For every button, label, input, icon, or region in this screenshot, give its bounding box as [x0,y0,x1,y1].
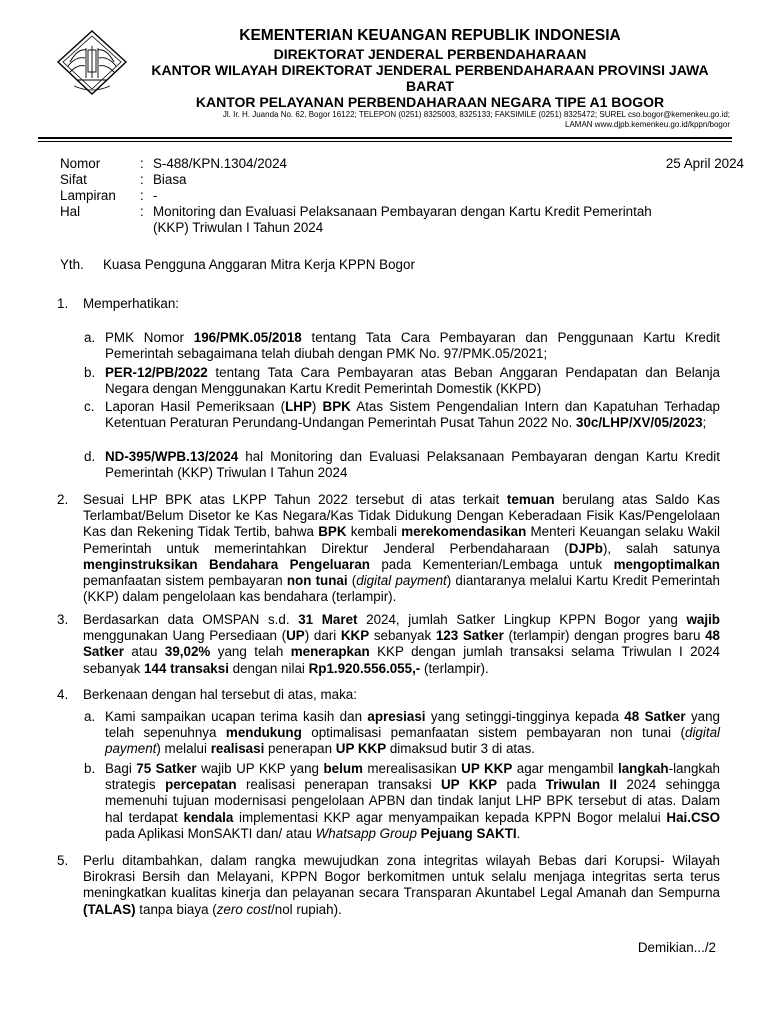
item-number-1: 1. [57,296,69,311]
item-1a-text: PMK Nomor 196/PMK.05/2018 tentang Tata Cara Pembayaran dan Penggunaan Kartu Kredit Pemerintah sebagaimana telah diubah dengan PMK No. 97/PMK.05/2021; [105,330,720,362]
item-3-text: Berdasarkan data OMSPAN s.d. 31 Maret 2024, jumlah Satker Lingkup KPPN Bogor yang wajib menggunakan Uang Persediaan (UP) dari KKP sebanyak 123 Satker (terlampir) dengan progres baru 48 Satker atau 39,02% yang telah menerapkan KKP dengan jumlah transaksi selama Triwulan I 2024 sebanyak 144 transaksi dengan nilai Rp1.920.556.055,- (terlampir). [83,612,720,676]
item-number-4: 4. [57,687,69,702]
item-2-text: Sesuai LHP BPK atas LKPP Tahun 2022 tersebut di atas terkait temuan berulang atas Saldo Kas Terlambat/Belum Disetor ke Kas Negara/Kas Tidak Didukung Dengan Keberadaan Fisik Kas/Pengelolaan Kas dan Rekening Tidak Tertib, bahwa BPK kembali merekomendasikan Menteri Keuangan selaku Wakil Pemerintah untuk memerintahkan Direktur Jenderal Perbendaharaan (DJPb), salah satunya menginstruksikan Bendahara Pengeluaran pada Kementerian/Lembaga untuk mengoptimalkan pemanfaatan sistem pembayaran non tunai (digital payment) diantaranya melalui Kartu Kredit Pemerintah (KKP) dalam pengelolaan kas bendahara (terlampir). [83,492,721,605]
service-office-title: KANTOR PELAYANAN PERBENDAHARAAN NEGARA TIPE A1 BOGOR [195,94,665,110]
letter-number: S-488/KPN.1304/2024 [153,156,288,171]
item-number-2: 2. [57,492,69,507]
address-block [130,110,730,130]
regional-office-title [130,62,730,94]
directorate-title: DIREKTORAT JENDERAL PERBENDAHARAAN [273,46,587,62]
subject-line2: (KKP) Triwulan I Tahun 2024 [153,220,324,235]
letter-date: 25 April 2024 [665,156,744,171]
subject-line1: Monitoring dan Evaluasi Pelaksanaan Pembayaran dengan Kartu Kredit Pemerintah [153,204,652,219]
item-1c-text: Laporan Hasil Pemeriksaan (LHP) BPK Atas Sistem Pengendalian Intern dan Kapatuhan Terhadap Ketentuan Peraturan Perundang-Undangan Pemerintah Pusat Tahun 2022 No. 30c/LHP/XV/05/2023; [105,399,720,431]
recipient-label: Yth. [60,257,84,272]
item-4b-text: Bagi 75 Satker wajib UP KKP yang belum merealisasikan UP KKP agar mengambil langkah-langkah strategis percepatan realisasi penerapan transaksi UP KKP pada Triwulan II 2024 sehingga memenuhi tujuan modernisasi pengelolaan APBN dan tindak lanjut LHP BPK tersebut di atas. Dalam hal terdapat kendala implementasi KKP agar menyampaikan kepada KPPN Bogor melalui Hai.CSO pada Aplikasi MonSAKTI dan/ atau Whatsapp Group Pejuang SAKTI. [105,761,720,841]
item-5-text: Perlu ditambahkan, dalam rangka mewujudkan zona integritas wilayah Bebas dari Korupsi- Wilayah Birokrasi Bersih dan Melayani, KPPN Bogor berkomitmen untuk selalu menjaga integritas serta terus meningkatkan kualitas kinerja dan pelayanan secara Transparan Akuntabel Legal Amanah dan Sempurna (TALAS) tanpa biaya (zero cost/nol rupiah). [83,853,720,917]
item-number-3: 3. [57,612,69,627]
address-line2: LAMAN www.djpb.kemenkeu.go.id/kppn/bogor [565,120,730,129]
regional-office-line2: BARAT [406,78,454,94]
ministry-title: KEMENTERIAN KEUANGAN REPUBLIK INDONESIA [239,27,621,44]
regional-office-line1: KANTOR WILAYAH DIREKTORAT JENDERAL PERBENDAHARAAN PROVINSI JAWA [151,62,709,78]
item-1-title: Memperhatikan: [83,296,180,311]
continuation-note: Demikian.../2 [637,940,716,955]
item-4-title: Berkenaan dengan hal tersebut di atas, maka: [83,687,357,702]
recipient-name: Kuasa Pengguna Anggaran Mitra Kerja KPPN Bogor [103,257,415,272]
header-divider-thin [38,141,732,142]
item-number-5: 5. [57,853,69,868]
item-4a-text: Kami sampaikan ucapan terima kasih dan apresiasi yang setinggi-tingginya kepada 48 Satker yang telah sepenuhnya mendukung optimalisasi pemanfaatan sistem pembayaran non tunai (digital payment) melalui realisasi penerapan UP KKP dimaksud butir 3 di atas. [105,709,720,757]
item-1d-text: ND-395/WPB.13/2024 hal Monitoring dan Evaluasi Pelaksanaan Pembayaran dengan Kartu Kredit Pemerintah (KKP) Triwulan I Tahun 2024 [105,449,720,481]
item-1b-text: PER-12/PB/2022 tentang Tata Cara Pembayaran atas Beban Anggaran Pendapatan dan Belanja Negara dengan Menggunakan Kartu Kredit Pemerintah Domestik (KKPD) [105,365,720,397]
header-divider-thick [38,137,732,139]
address-line1: Jl. Ir. H. Juanda No. 62, Bogor 16122; TELEPON (0251) 8325003, 8325133; FAKSIMILE (0251) 8325472; SUREL cso.bogor@kemenkeu.go.id; [222,110,730,119]
ministry-emblem-logo [52,28,132,100]
